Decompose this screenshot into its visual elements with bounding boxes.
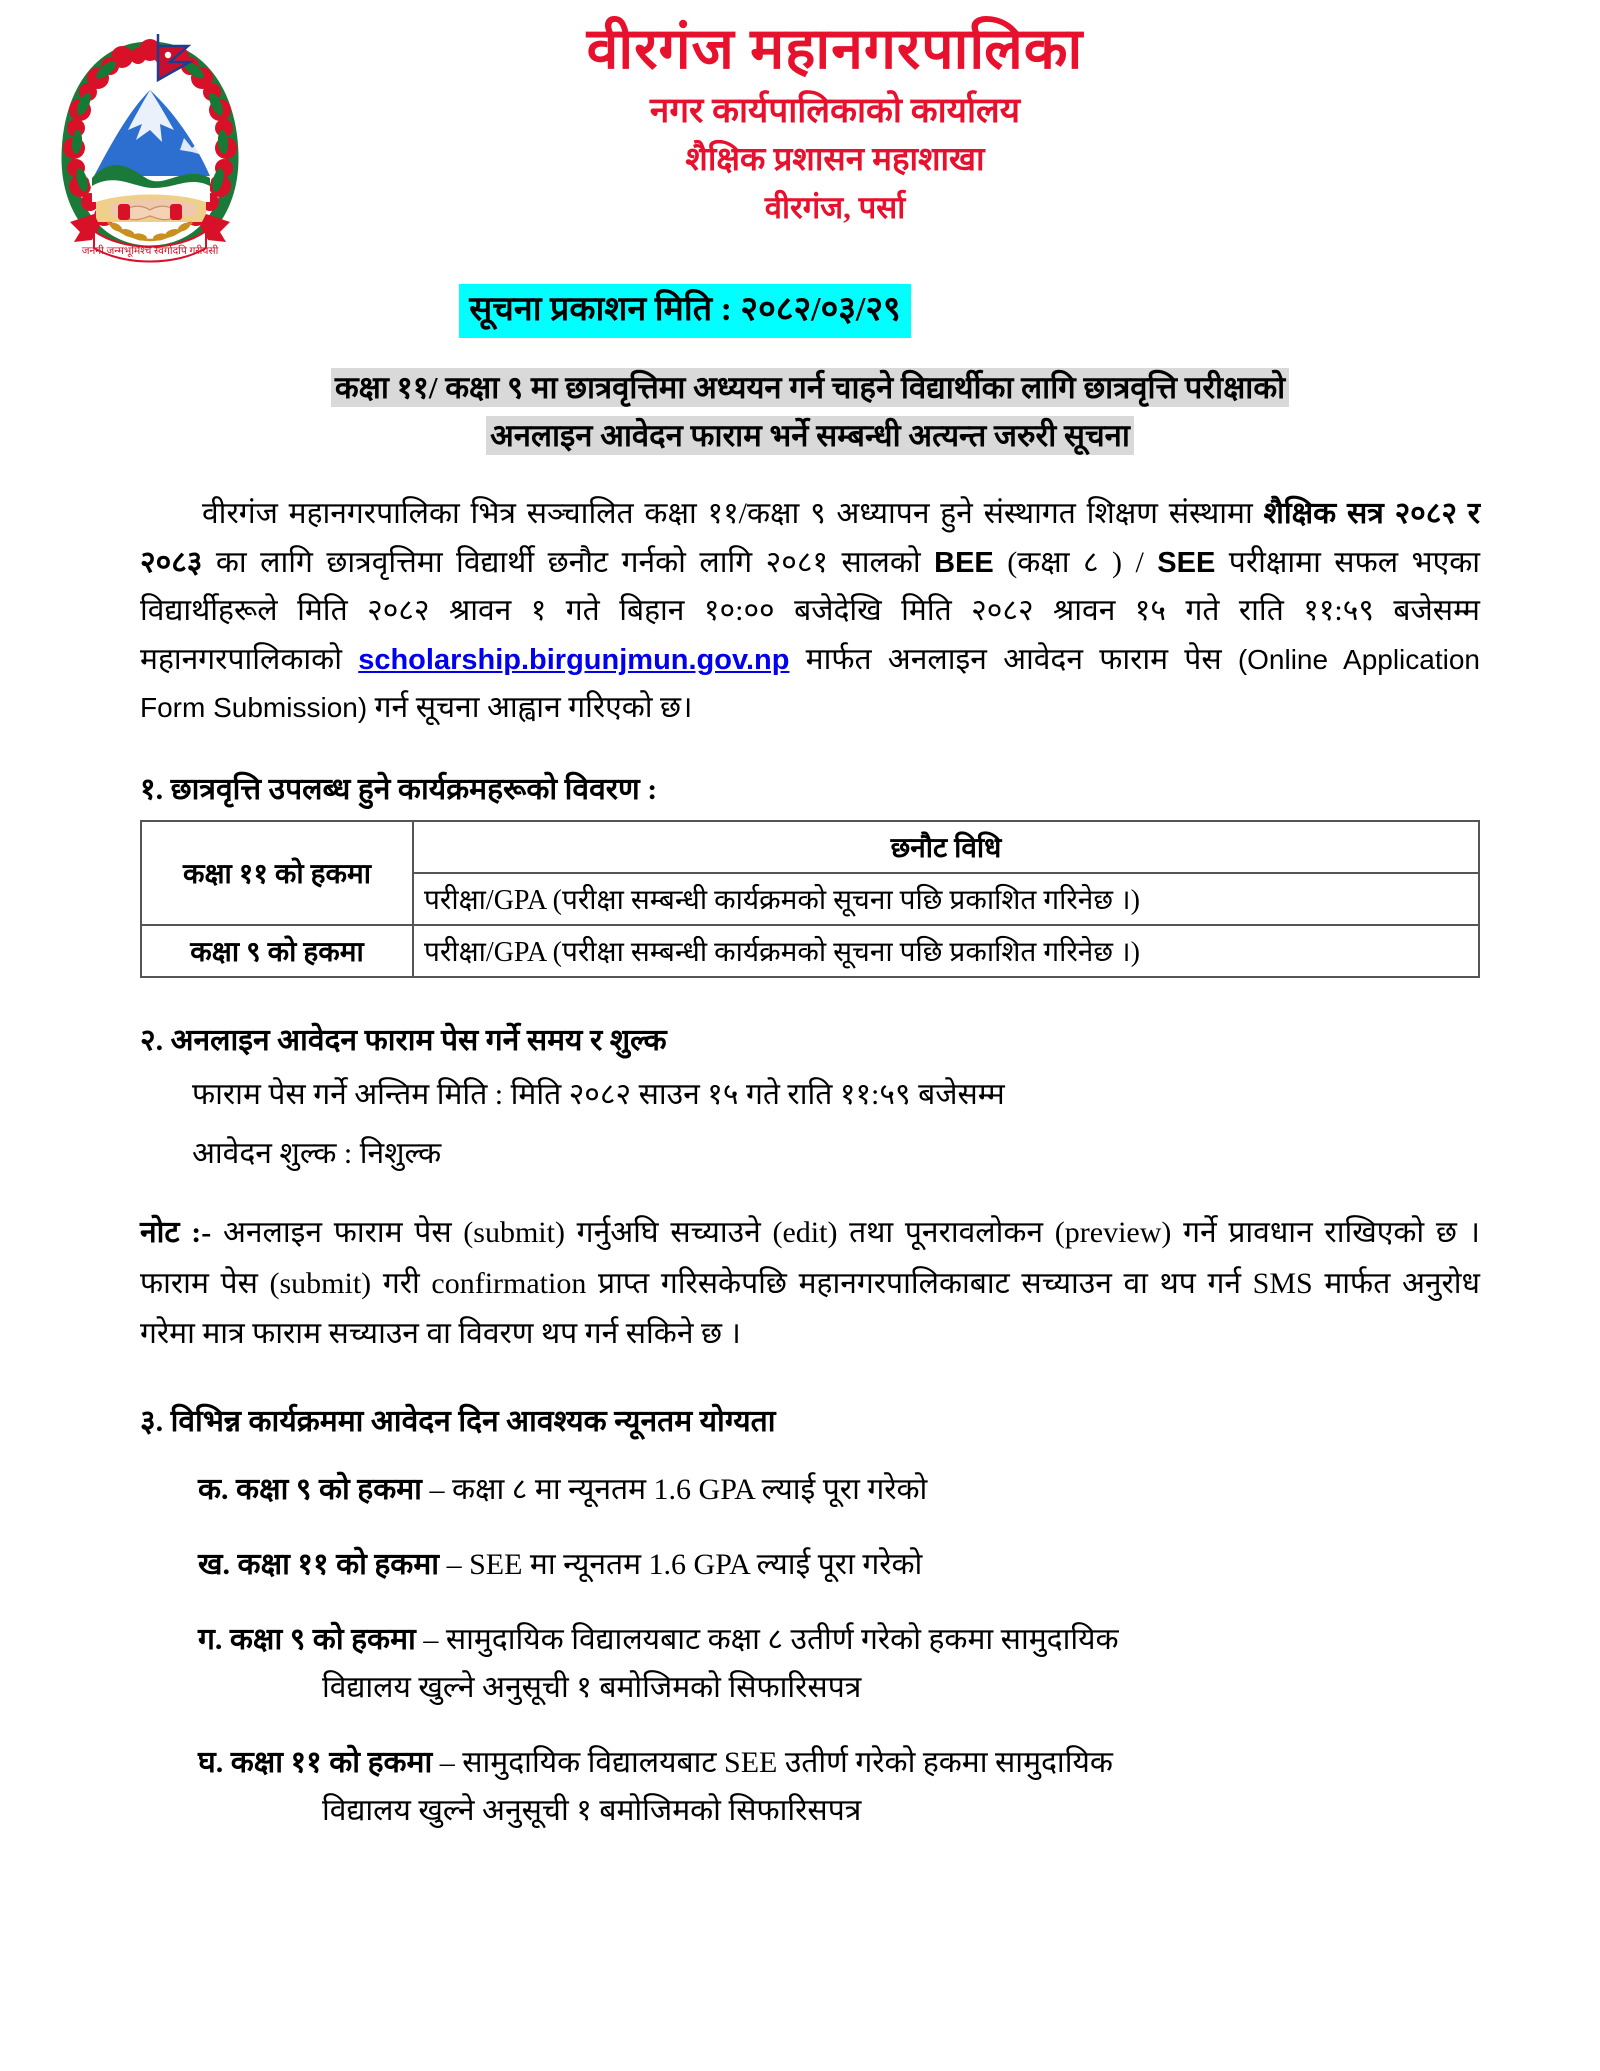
intro-text-1: वीरगंज महानगरपालिका भित्र सञ्चालित कक्षा ११/कक्षा ९ अध्यापन हुने संस्थागत शिक्षण संस्थामा bbox=[202, 496, 1264, 530]
intro-text-4: परीक्षामा सफल भएका विद्यार्थीहरूले मिति २०८२ श्रावन १ गते बिहान १०:०० बजेदेखि मिति २०८२ श्रावन १५ गते राति ११:५९ बजेसम्म महानगरपालिकाको bbox=[140, 545, 1481, 676]
note-text: अनलाइन फाराम पेस (submit) गर्नुअघि सच्याउने (edit) तथा पूनरावलोकन (preview) गर्ने प्रावधान राखिएको छ । फाराम पेस (submit) गरी confirmation प्राप्त गरिसकेपछि महानगरपालिकाबाट सच्याउन वा थप गर्न SMS मार्फत अनुरोध गरेमा मात्र फाराम सच्याउन वा विवरण थप गर्न सकिने छ । bbox=[140, 1216, 1480, 1350]
intro-text-5: मार्फत अनलाइन आवेदन फाराम पेस bbox=[789, 642, 1238, 676]
table-cell-class-9-label: कक्षा ९ को हकमा bbox=[141, 925, 413, 977]
eligibility-marker-kha: ख. bbox=[198, 1547, 231, 1581]
table-cell-class-11-value: परीक्षा/GPA (परीक्षा सम्बन्धी कार्यक्रमको सूचना पछि प्रकाशित गरिनेछ ।) bbox=[413, 873, 1479, 925]
org-location-line: वीरगंज, पर्सा bbox=[764, 190, 906, 226]
exam-bee-label: BEE bbox=[934, 546, 994, 579]
eligibility-dash-ga: – bbox=[415, 1622, 446, 1656]
intro-text-2: का लागि छात्रवृत्तिमा विद्यार्थी छनौट गर्नको लागि २०८१ सालको bbox=[202, 545, 935, 579]
org-name: वीरगंज महानगरपालिका bbox=[586, 18, 1084, 81]
eligibility-lead-gha: कक्षा ११ को हकमा bbox=[230, 1745, 433, 1779]
eligibility-text-kha: SEE मा न्यूनतम 1.6 GPA ल्याई पूरा गरेको bbox=[469, 1547, 923, 1581]
section-1-heading: १. छात्रवृत्ति उपलब्ध हुने कार्यक्रमहरूको विवरण : bbox=[140, 772, 658, 806]
table-row bbox=[141, 925, 1479, 977]
section-2-deadline: फाराम पेस गर्ने अन्तिम मिति : मिति २०८२ साउन १५ गते राति ११:५९ बजेसम्म bbox=[192, 1077, 1005, 1111]
eligibility-marker-ga: ग. bbox=[198, 1622, 223, 1656]
eligibility-item-kha bbox=[198, 1541, 1480, 1590]
eligibility-dash-ka: – bbox=[421, 1473, 452, 1507]
table-cell-class-9-value: परीक्षा/GPA (परीक्षा सम्बन्धी कार्यक्रमको सूचना पछि प्रकाशित गरिनेछ ।) bbox=[413, 925, 1479, 977]
intro-text-3: (कक्षा ८ ) / bbox=[993, 545, 1158, 579]
svg-text:जननी जन्मभूमिश्च स्वर्गादपि गर: जननी जन्मभूमिश्च स्वर्गादपि गरीयसी bbox=[81, 246, 219, 257]
eligibility-text-gha-line2: विद्यालय खुल्ने अनुसूची १ बमोजिमको सिफारिसपत्र bbox=[322, 1794, 862, 1828]
eligibility-dash-kha: – bbox=[439, 1547, 470, 1581]
emblem-container bbox=[0, 18, 300, 276]
intro-paragraph bbox=[140, 490, 1480, 733]
eligibility-item-gha bbox=[198, 1739, 1480, 1836]
nepal-emblem-icon bbox=[50, 26, 250, 276]
notice-title-line-1: कक्षा ११/ कक्षा ९ मा छात्रवृत्तिमा अध्ययन गर्न चाहने विद्यार्थीका लागि छात्रवृत्ति परीक्षाको bbox=[331, 368, 1289, 407]
eligibility-text-ga: सामुदायिक विद्यालयबाट कक्षा ८ उतीर्ण गरेको हकमा सामुदायिक bbox=[445, 1622, 1119, 1656]
eligibility-marker-gha: घ. bbox=[198, 1745, 224, 1779]
document-content bbox=[0, 364, 1600, 1836]
org-department-line: शैक्षिक प्रशासन महाशाखा bbox=[685, 142, 985, 179]
eligibility-lead-ka: कक्षा ९ को हकमा bbox=[236, 1473, 422, 1507]
online-application-english-phrase: (Online Application Form Submission) bbox=[140, 643, 1480, 724]
section-2-heading: २. अनलाइन आवेदन फाराम पेस गर्ने समय र शुल्क bbox=[140, 1023, 667, 1057]
eligibility-lead-ga: कक्षा ९ को हकमा bbox=[229, 1622, 416, 1656]
eligibility-text-ka: कक्षा ८ मा न्यूनतम 1.6 GPA ल्याई पूरा गरेको bbox=[451, 1473, 928, 1507]
table-header-row bbox=[141, 821, 1479, 873]
intro-bold-session: शैक्षिक सत्र २०८२ र २०८३ bbox=[140, 496, 1480, 579]
notice-title-line-2: अनलाइन आवेदन फाराम भर्ने सम्बन्धी अत्यन्त जरुरी सूचना bbox=[486, 416, 1134, 455]
table-cell-class-11-label: कक्षा ११ को हकमा bbox=[141, 821, 413, 925]
section-3-heading: ३. विभिन्न कार्यक्रममा आवेदन दिन आवश्यक न्यूनतम योग्यता bbox=[140, 1405, 776, 1439]
publish-date-row bbox=[0, 284, 1600, 338]
exam-see-label: SEE bbox=[1157, 546, 1216, 579]
notice-title bbox=[140, 364, 1480, 460]
eligibility-item-ka bbox=[198, 1466, 1480, 1515]
eligibility-text-gha: सामुदायिक विद्यालयबाट SEE उतीर्ण गरेको हकमा सामुदायिक bbox=[462, 1745, 1113, 1779]
eligibility-dash-gha: – bbox=[432, 1745, 463, 1779]
eligibility-text-ga-line2: विद्यालय खुल्ने अनुसूची १ बमोजिमको सिफारिसपत्र bbox=[322, 1671, 862, 1705]
scholarship-programs-table bbox=[140, 820, 1480, 978]
publish-date-badge: सूचना प्रकाशन मिति : २०८२/०३/२९ bbox=[459, 284, 910, 338]
table-column-header-selection-method: छनौट विधि bbox=[413, 821, 1479, 873]
document-header bbox=[0, 0, 1600, 276]
org-office-line: नगर कार्यपालिकाको कार्यालय bbox=[649, 90, 1021, 130]
section-2-fee: आवेदन शुल्क : निशुल्क bbox=[192, 1136, 442, 1170]
eligibility-marker-ka: क. bbox=[198, 1473, 229, 1507]
eligibility-item-ga bbox=[198, 1616, 1480, 1713]
intro-text-6: गर्न सूचना आह्वान गरिएको छ। bbox=[367, 691, 693, 725]
organization-titles bbox=[300, 18, 1600, 229]
note-paragraph bbox=[140, 1208, 1480, 1359]
note-label: नोट :- bbox=[140, 1216, 212, 1250]
eligibility-lead-kha: कक्षा ११ को हकमा bbox=[237, 1547, 440, 1581]
scholarship-portal-link[interactable]: scholarship.birgunjmun.gov.np bbox=[358, 643, 790, 676]
